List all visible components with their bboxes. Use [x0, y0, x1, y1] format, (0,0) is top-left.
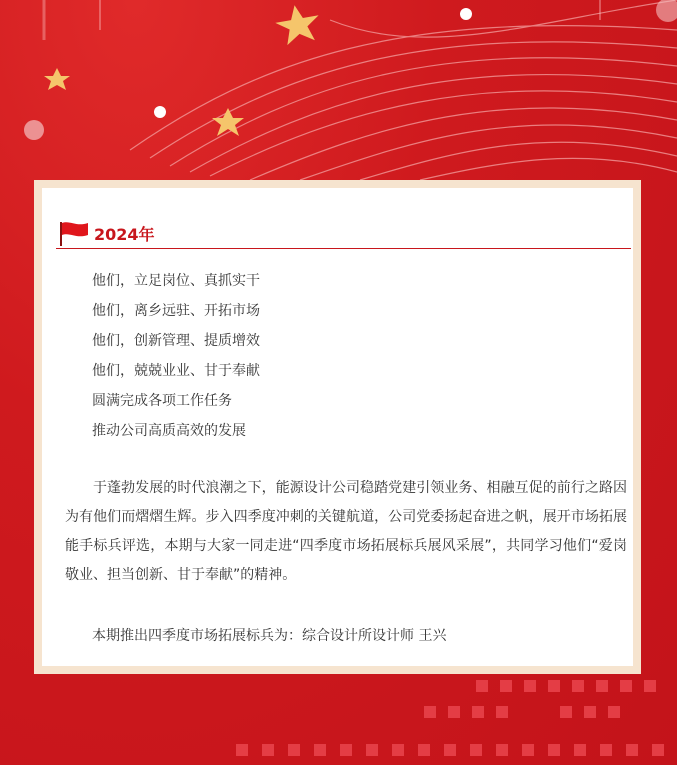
- glow-dot: [460, 8, 472, 20]
- glow-dot: [154, 106, 166, 118]
- intro-line: 他们，立足岗位、真抓实干: [92, 273, 260, 289]
- intro-line: 圆满完成各项工作任务: [92, 393, 232, 409]
- intro-line: 他们，离乡远驻、开拓市场: [92, 303, 260, 319]
- year-title: 2024年: [94, 225, 155, 244]
- intro-line: 他们，兢兢业业、甘于奉献: [92, 363, 260, 379]
- star-icon: [44, 68, 70, 90]
- featured-person-line: 本期推出四季度市场拓展标兵为：综合设计所设计师 王兴: [92, 628, 447, 644]
- star-icon: [273, 1, 323, 46]
- year-heading-row: [56, 218, 631, 249]
- body-paragraph: 于蓬勃发展的时代浪潮之下，能源设计公司稳踏党建引领业务、相融互促的前行之路因为有他们而熠熠生辉。步入四季度冲刺的关键航道，公司党委扬起奋进之帆，展开市场拓展能手标兵评选，本期与大家一同走进“四季度市场拓展标兵展风采展”，共同学习他们“爱岗敬业、担当创新、甘于奉献”的精神。: [65, 480, 627, 583]
- intro-line: 推动公司高质高效的发展: [92, 423, 246, 439]
- content-card-border: [34, 180, 641, 674]
- red-flag-icon: [58, 220, 90, 246]
- glow-dot: [656, 0, 677, 22]
- intro-lines: [92, 266, 260, 446]
- glow-dot: [24, 120, 44, 140]
- content-card: [42, 188, 633, 666]
- intro-line: 他们，创新管理、提质增效: [92, 333, 260, 349]
